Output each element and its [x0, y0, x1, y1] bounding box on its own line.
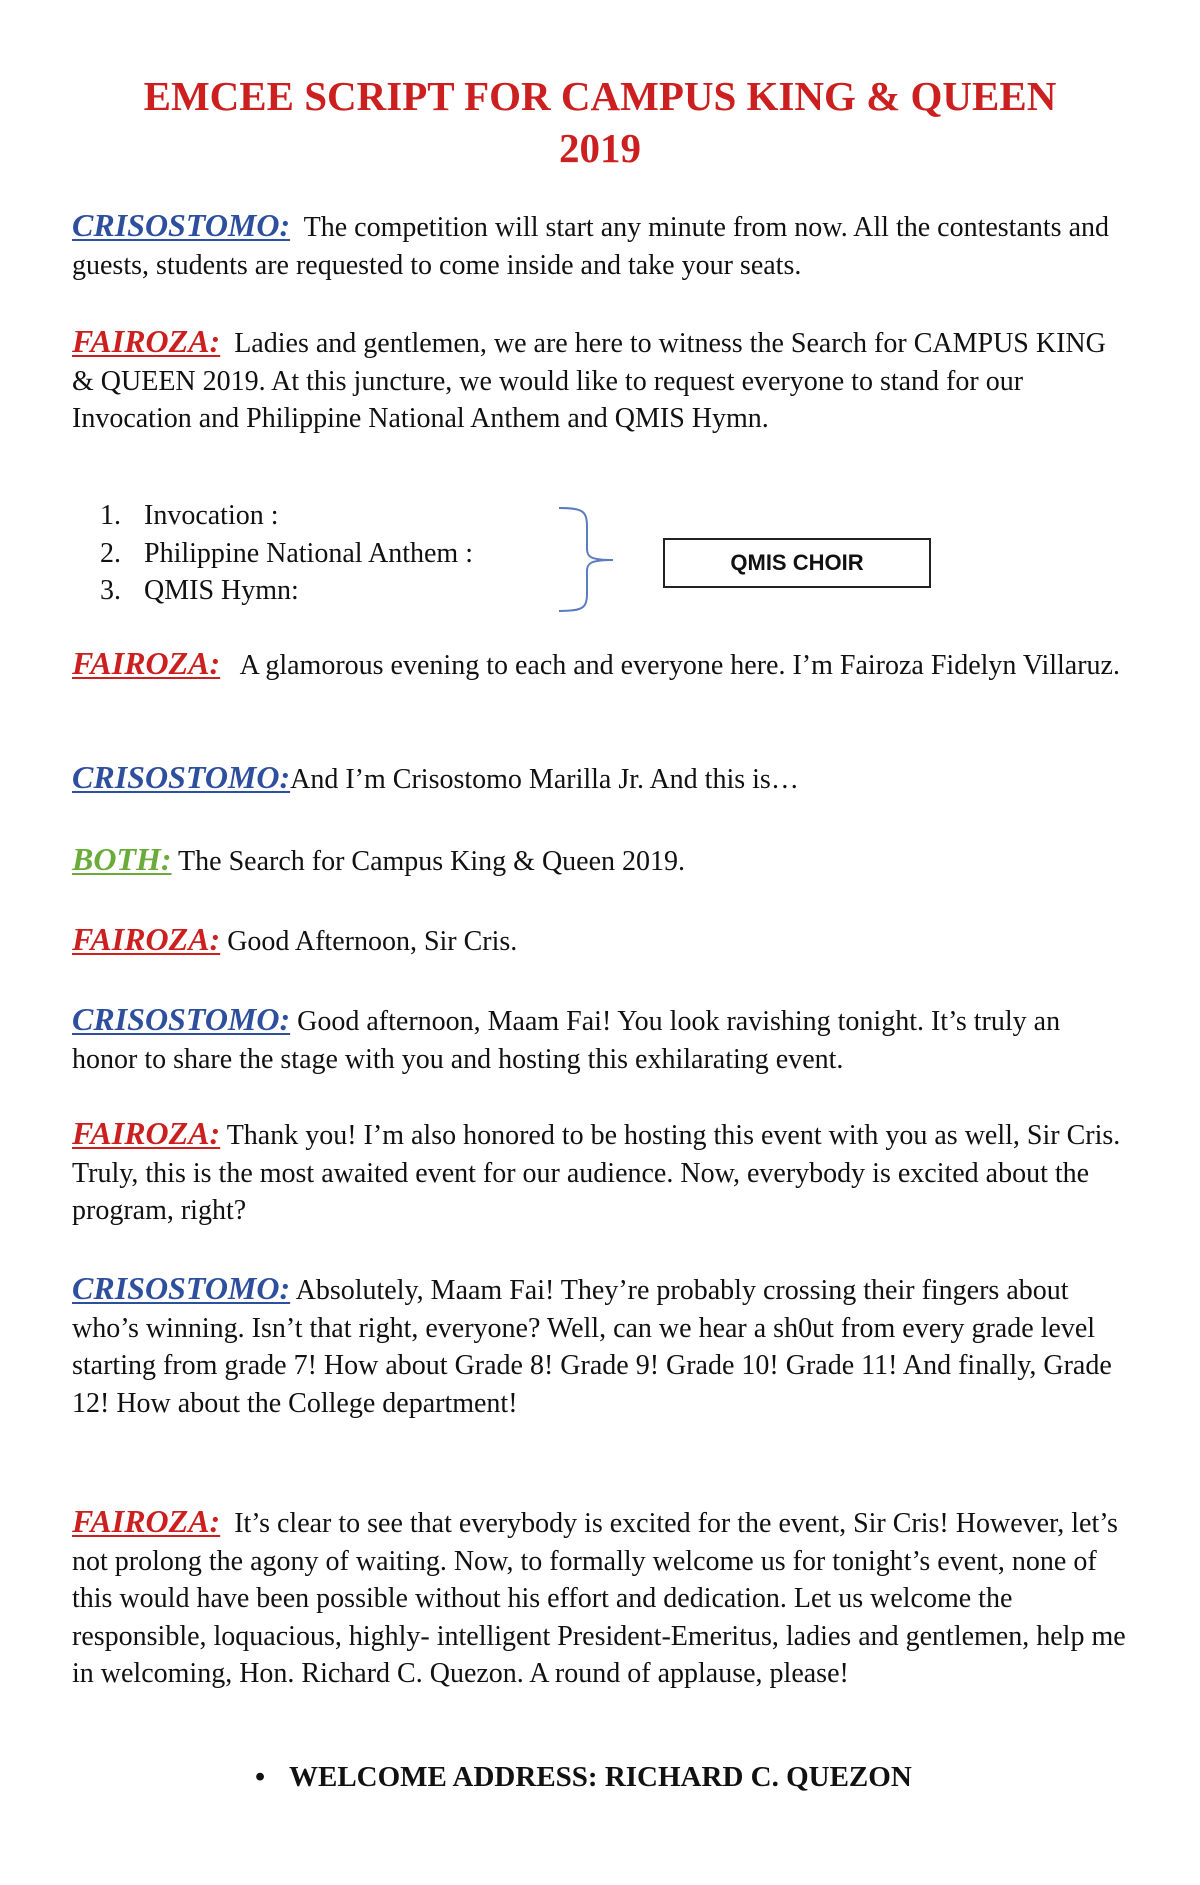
list-item	[100, 572, 473, 610]
list-item-label: Philippine National Anthem :	[144, 537, 473, 569]
title-line-2: 2019	[559, 125, 641, 171]
speaker-label: FAIROZA:	[72, 1115, 221, 1151]
script-paragraph	[72, 841, 1132, 881]
speaker-label: CRISOSTOMO:	[72, 759, 291, 795]
script-paragraph	[72, 1115, 1132, 1230]
paragraph-text: The competition will start any minute from now. All the contestants and guests, students are requested to come inside and take your seats.	[72, 212, 1109, 281]
list-item-label: QMIS Hymn:	[144, 575, 299, 606]
speaker-label: BOTH:	[72, 841, 172, 877]
paragraph-text: Ladies and gentlemen, we are here to witness the Search for CAMPUS KING & QUEEN 2019. At this juncture, we would like to request everyone to stand for our Invocation and Philippine National Anthem and QMIS Hymn.	[72, 328, 1106, 434]
speaker-label: CRISOSTOMO:	[72, 1001, 291, 1037]
list-number: 2.	[100, 537, 121, 569]
script-paragraph	[72, 921, 1132, 961]
title-line-1: EMCEE SCRIPT FOR CAMPUS KING & QUEEN	[143, 73, 1057, 119]
speaker-label: FAIROZA:	[72, 323, 221, 359]
speaker-label: FAIROZA:	[72, 645, 221, 681]
script-paragraph	[72, 1001, 1132, 1078]
bullet-text: WELCOME ADDRESS: RICHARD C. QUEZON	[289, 1761, 912, 1793]
right-brace-icon	[555, 505, 625, 613]
script-paragraph	[72, 323, 1132, 438]
paragraph-text: Good afternoon, Maam Fai! You look ravishing tonight. It’s truly an honor to share the stage with you and hosting this exhilarating event.	[72, 1006, 1061, 1075]
choir-label: QMIS CHOIR	[730, 550, 864, 575]
paragraph-text: A glamorous evening to each and everyone here. I’m Fairoza Fidelyn Villaruz.	[239, 650, 1120, 681]
speaker-label: CRISOSTOMO:	[72, 207, 291, 243]
script-paragraph	[72, 759, 1132, 799]
script-paragraph	[72, 1503, 1132, 1693]
list-item-label: Invocation :	[144, 500, 279, 531]
speaker-label: FAIROZA:	[72, 1503, 221, 1539]
paragraph-text: It’s clear to see that everybody is excited for the event, Sir Cris! However, let’s not prolong the agony of waiting. Now, to formally welcome us for tonight’s event, none of this would have been possible without his effort and dedication. Let us welcome the responsible, loquacious, highly- intelligent President-Emeritus, ladies and gentlemen, help me in welcoming, Hon. Richard C. Quezon. A round of applause, please!	[72, 1508, 1126, 1689]
list-item	[100, 497, 473, 535]
list-number: 1.	[100, 500, 121, 531]
script-paragraph	[72, 207, 1132, 284]
bullet-icon: •	[255, 1761, 266, 1793]
choir-box	[663, 538, 931, 588]
document-title	[60, 70, 1140, 174]
speaker-label: CRISOSTOMO:	[72, 1270, 291, 1306]
list-number: 3.	[100, 575, 121, 606]
script-paragraph	[72, 645, 1132, 685]
paragraph-text: Good Afternoon, Sir Cris.	[227, 926, 518, 957]
paragraph-text: The Search for Campus King & Queen 2019.	[178, 846, 686, 877]
paragraph-text: Thank you! I’m also honored to be hosting this event with you as well, Sir Cris. Truly, this is the most awaited event for our audience. Now, everybody is excited about the program, right?	[72, 1120, 1121, 1226]
paragraph-text: Absolutely, Maam Fai! They’re probably crossing their fingers about who’s winning. Isn’t that right, everyone? Well, can we hear a sh0ut from every grade level starting from grade 7! How about Grade 8! Grade 9! Grade 10! Grade 11! And finally, Grade 12! How about the College department!	[72, 1275, 1112, 1419]
script-paragraph	[72, 1270, 1132, 1422]
list-item	[100, 535, 473, 573]
program-list	[100, 497, 473, 610]
paragraph-text: And I’m Crisostomo Marilla Jr. And this is…	[290, 764, 799, 795]
speaker-label: FAIROZA:	[72, 921, 221, 957]
